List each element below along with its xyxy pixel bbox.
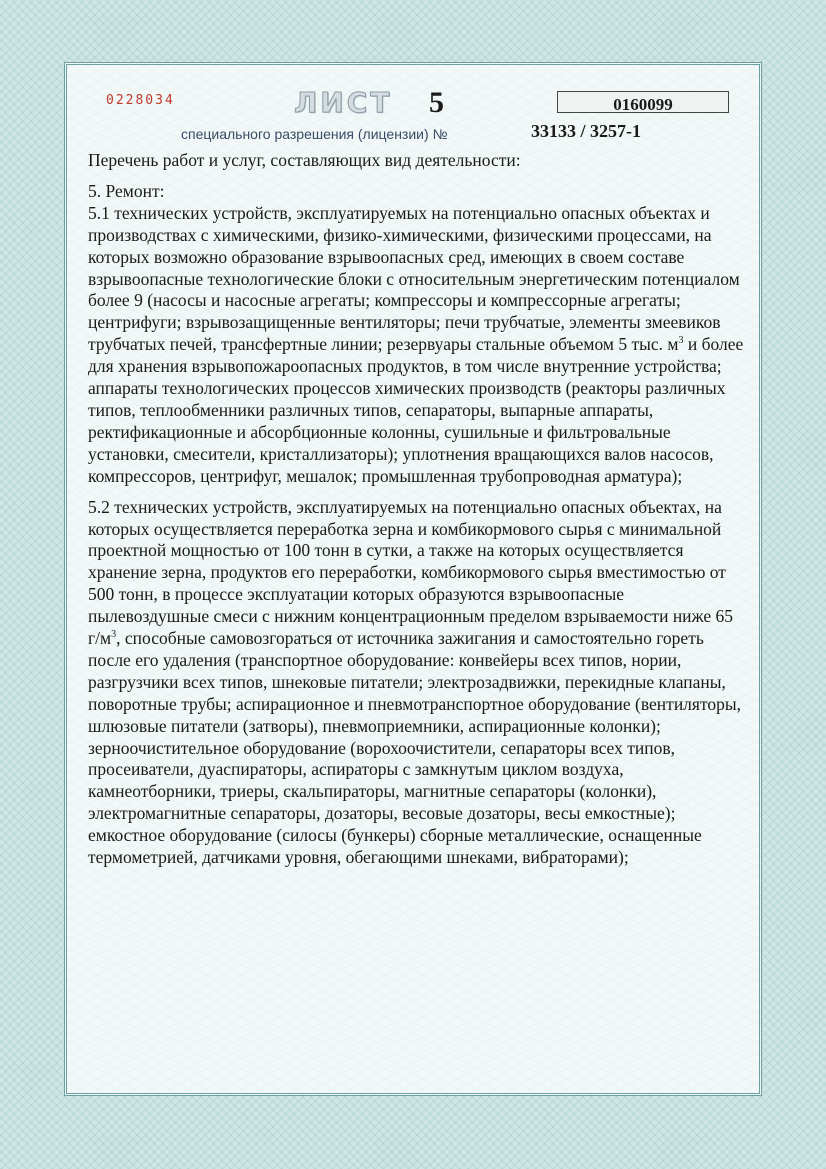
- permit-number: 33133 / 3257-1: [531, 121, 641, 141]
- item-5-2-sup: 3: [111, 629, 117, 641]
- item-5-2: [88, 497, 748, 869]
- item-5-2-text-b: , способные самовозгораться от источника зажигания и самостоятельно гореть после его удаления (транспортное оборудование: конвейеры всех типов, нории, разгрузчики всех типов, шнековые питатели; электрозадвижки, перекидные клапаны, поворотные трубы; аспирационное и пневмотранспортное оборудование (вентиляторы, шлюзовые питатели (затворы), пневмоприемники, аспирационные колонки); зерноочистительное оборудование (ворохоочистители, сепараторы всех типов, просеиватели, дуаспираторы, аспираторы с замкнутым циклом воздуха, камнеотборники, триеры, скальпираторы, магнитные сепараторы (колонки), электромагнитные сепараторы, дозаторы, весовые дозаторы, весы емкостные); емкостное оборудование (силосы (бункеры) сборные металлические, оснащенные термометрией, датчиками уровня, обегающими шнеками, вибраторами);: [88, 628, 742, 868]
- registration-number: 0160099: [613, 95, 673, 114]
- registration-number-box: [557, 91, 729, 113]
- item-5-1-text-b: и более для хранения взрывопожароопасных продуктов, в том числе внутренние устройства; аппараты технологических процессов химических производств (реакторы различных типов, теплообменники различных типов, сепараторы, выпарные аппараты, ректификационные и абсорбционные колонны, сушильные и фильтровальные установки, смесители, кристаллизаторы); уплотнения вращающихся валов насосов, компрессоров, центрифуг, мешалок; промышленная трубопроводная арматура);: [88, 334, 744, 486]
- permit-label: специального разрешения (лицензии) №: [181, 126, 448, 142]
- item-5-1-text-a: 5.1 технических устройств, эксплуатируемых на потенциально опасных объектах и производствах с химическими, физико-химическими, физическими процессами, на которых возможно образование взрывоопасных сред, имеющих в своем составе взрывоопасные технологические блоки с относительным энергетическим потенциалом более 9 (насосы и насосные агрегаты; компрессоры и компрессорные агрегаты; центрифуги; взрывозащищенные вентиляторы; печи трубчатые, элементы змеевиков трубчатых печей, трансфертные линии; резервуары стальные объемом 5 тыс. м: [88, 202, 740, 355]
- serial-number: 0228034: [106, 93, 175, 108]
- sheet-number: 5: [429, 86, 444, 119]
- intro-text: Перечень работ и услуг, составляющих вид деятельности:: [88, 150, 521, 170]
- item-5-2-text-a: 5.2 технических устройств, эксплуатируемых на потенциально опасных объектах, на которых осуществляется переработка зерна и комбикормового сырья с минимальной проектной мощностью от 100 тонн в сутки, а также на которых осуществляется хранение зерна, продуктов его переработки, комбикормового сырья вместимостью от 500 тонн, в процессе эксплуатации которых образуются взрывоопасные пылевоздушные смеси с нижним концентрационным пределом взрываемости ниже 65 г/м: [88, 496, 734, 649]
- document-body: [88, 150, 748, 878]
- item-5-1: [88, 203, 748, 488]
- item-5-1-sup: 3: [678, 335, 684, 347]
- sheet-title: ЛИСТ: [294, 86, 393, 119]
- section-title: 5. Ремонт:: [88, 180, 165, 201]
